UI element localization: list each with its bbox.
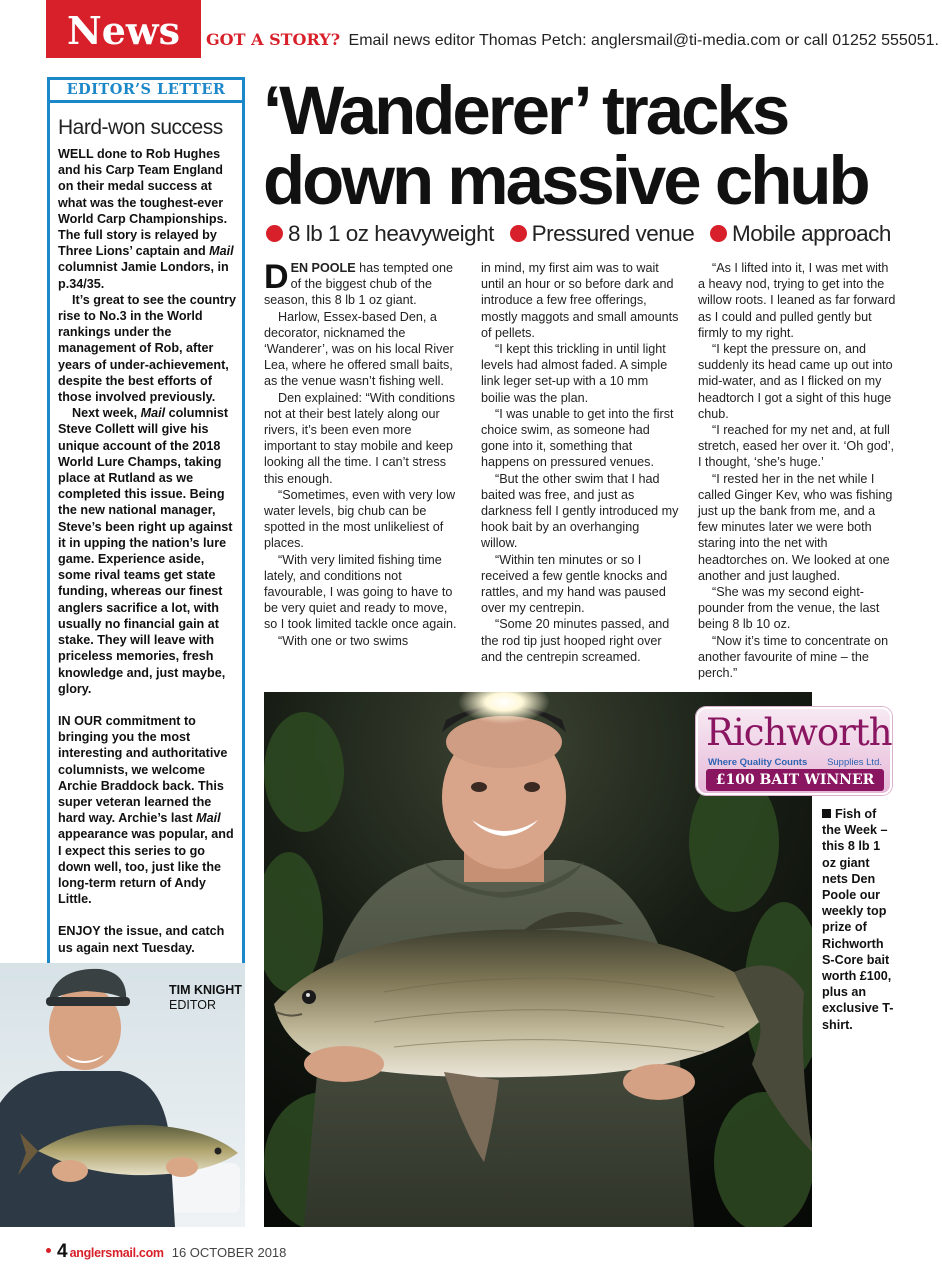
footer-bullet-icon bbox=[46, 1248, 51, 1253]
page-footer bbox=[46, 1241, 286, 1261]
article-paragraph: Den explained: “With conditions not at their best lately along our rivers, it’s been even more important to stay mobile and keep looking all the time. I can’t stress this enough. bbox=[264, 390, 456, 486]
article-paragraph: in mind, my first aim was to wait until an hour or so before dark and introduce a few free offerings, mostly maggots and small amounts of pellets. bbox=[481, 261, 679, 340]
caption-text: Fish of the Week – this 8 lb 1 oz giant nets Den Poole our weekly top prize of Richworth S-Core bait worth £100, plus an exclusive T-shirt. bbox=[822, 807, 894, 1032]
section-tab-news bbox=[46, 0, 201, 58]
editors-letter-label: EDITOR’S LETTER bbox=[66, 81, 226, 98]
article-column-3 bbox=[698, 260, 896, 681]
article-paragraph: “I reached for my net and, at full stretch, eased her over it. ‘Oh god’, I thought, ‘she’s huge.’ bbox=[698, 423, 895, 470]
news-contact-text: Email news editor Thomas Petch: anglersmail@ti-media.com or call 01252 555051. bbox=[348, 32, 939, 49]
article-paragraph: “Sometimes, even with very low water levels, big chub can be spotted in the most unlikeliest of places. bbox=[264, 487, 456, 551]
editors-letter-body bbox=[58, 146, 240, 956]
editor-paragraph: IN OUR commitment to bringing you the most interesting and authoritative columnists, we welcome Archie Braddock back. This super veteran learned the hard way. Archie’s last Mail appearance was popular, and I expect this series to go down well, too, just like the long-term return of Andy Little. bbox=[58, 713, 234, 907]
headline-bullets bbox=[266, 221, 936, 247]
article-paragraph: “Some 20 minutes passed, and the rod tip just hooped right over and the centrepin screamed. bbox=[481, 617, 670, 664]
article-paragraph: “I was unable to get into the first choice swim, as someone had gone into it, something that happens on pressured venues. bbox=[481, 406, 674, 470]
article-paragraph: “With very limited fishing time lately, and conditions not favourable, I was going to have to be very quiet and ready to move, so I took limited tackle once again. bbox=[264, 552, 457, 632]
red-bullet-icon bbox=[710, 225, 727, 242]
page-number: 4 bbox=[57, 1241, 68, 1262]
article-lead: DEN POOLE has tempted one of the biggest chub of the season, this 8 lb 1 oz giant. bbox=[264, 258, 453, 308]
red-bullet-icon bbox=[266, 225, 283, 242]
editors-letter-title: Hard-won success bbox=[58, 116, 223, 139]
richworth-tagline: Where Quality Counts bbox=[708, 757, 808, 768]
photo-caption bbox=[822, 806, 894, 1033]
bait-winner-banner: £100 BAIT WINNER bbox=[706, 769, 884, 791]
article-column-2 bbox=[481, 260, 679, 665]
editor-role: EDITOR bbox=[169, 998, 216, 1012]
richworth-logo: Richworth bbox=[706, 711, 892, 754]
article-paragraph: “Within ten minutes or so I received a few gentle knocks and rattles, and my hand was paused over my centrepin. bbox=[481, 552, 668, 616]
issue-date: 16 OCTOBER 2018 bbox=[171, 1245, 287, 1260]
drop-cap: D bbox=[264, 258, 289, 296]
article-headline bbox=[263, 72, 933, 219]
editor-paragraph: It’s great to see the country rise to No.3 in the World rankings under the management of Rob, after years of under-achievement, despite the best efforts of those involved previously. bbox=[58, 292, 236, 405]
richworth-prize-badge bbox=[696, 707, 892, 795]
section-label: News bbox=[66, 8, 181, 53]
article-paragraph: “I kept this trickling in until light levels had almost faded. A simple link leger set-up with a 10 mm boilie was the plan. bbox=[481, 342, 668, 405]
article-column-1 bbox=[264, 260, 462, 649]
editor-paragraph: ENJOY the issue, and catch us again next Tuesday. bbox=[58, 924, 225, 955]
got-a-story-label: GOT A STORY? bbox=[206, 30, 341, 49]
editors-letter-heading bbox=[47, 77, 245, 103]
article-paragraph: “She was my second eight-pounder from the venue, the last being 8 lb 10 oz. bbox=[698, 585, 880, 632]
footer-website: anglersmail.com bbox=[69, 1246, 164, 1260]
news-tip-banner bbox=[206, 30, 939, 58]
article-paragraph: Harlow, Essex-based Den, a decorator, nicknamed the ‘Wanderer’, was on his local River Lea, where he offered small baits, as the venue wasn’t fishing well. bbox=[264, 309, 454, 389]
article-paragraph: “I kept the pressure on, and suddenly its head came up out into mid-water, and as I flicked on my headtorch I got a sight of this huge chub. bbox=[698, 342, 893, 421]
editor-paragraph: WELL done to Rob Hughes and his Carp Team England on their medal success at what was the toughest-ever World Carp Championships. The full story is relayed by Three Lions’ captain and Mail columnist Jamie Londors, in p.34/35. bbox=[58, 147, 234, 291]
article-paragraph: “But the other swim that I had baited was free, and just as darkness fell I gently introduced my hook bait by an overhanging willow. bbox=[481, 471, 679, 551]
editor-name: TIM KNIGHT bbox=[169, 983, 242, 997]
article-paragraph: “I rested her in the net while I called Ginger Kev, who was fishing just up the bank from me, and a few minutes later we were both staring into the net with headtorches on. We looked at one another and just laughed. bbox=[698, 471, 893, 583]
article-paragraph: “As I lifted into it, I was met with a heavy nod, trying to get into the willow roots. I leaned as far forward as I could and pulled gently but firmly to my right. bbox=[698, 261, 896, 340]
editor-paragraph: Next week, Mail columnist Steve Collett will give his unique account of the 2018 World Lure Champs, taking place at Rutland as we completed this issue. Being the new national manager, Steve’s been right up against it in upping the nation’s lure game. Experience aside, some rival teams get state funding, whereas our finest anglers sacrifice a lot, with usually no financial gain at stake. They will leave with priceless memories, fresh knowledge and, just maybe, glory. bbox=[58, 406, 233, 696]
editor-signature bbox=[169, 983, 244, 1013]
headline-line-2: down massive chub bbox=[263, 142, 868, 219]
article-paragraph: “With one or two swims bbox=[278, 633, 409, 648]
red-bullet-icon bbox=[510, 225, 527, 242]
richworth-company-suffix: Supplies Ltd. bbox=[827, 757, 882, 768]
headline-line-1: ‘Wanderer’ tracks bbox=[263, 72, 788, 149]
bullet-text: Pressured venue bbox=[531, 221, 695, 246]
caption-square-icon bbox=[822, 809, 831, 818]
bullet-text: 8 lb 1 oz heavyweight bbox=[288, 221, 494, 246]
bullet-text: Mobile approach bbox=[732, 221, 891, 246]
article-paragraph: “Now it’s time to concentrate on another favourite of mine – the perch.” bbox=[698, 633, 889, 681]
